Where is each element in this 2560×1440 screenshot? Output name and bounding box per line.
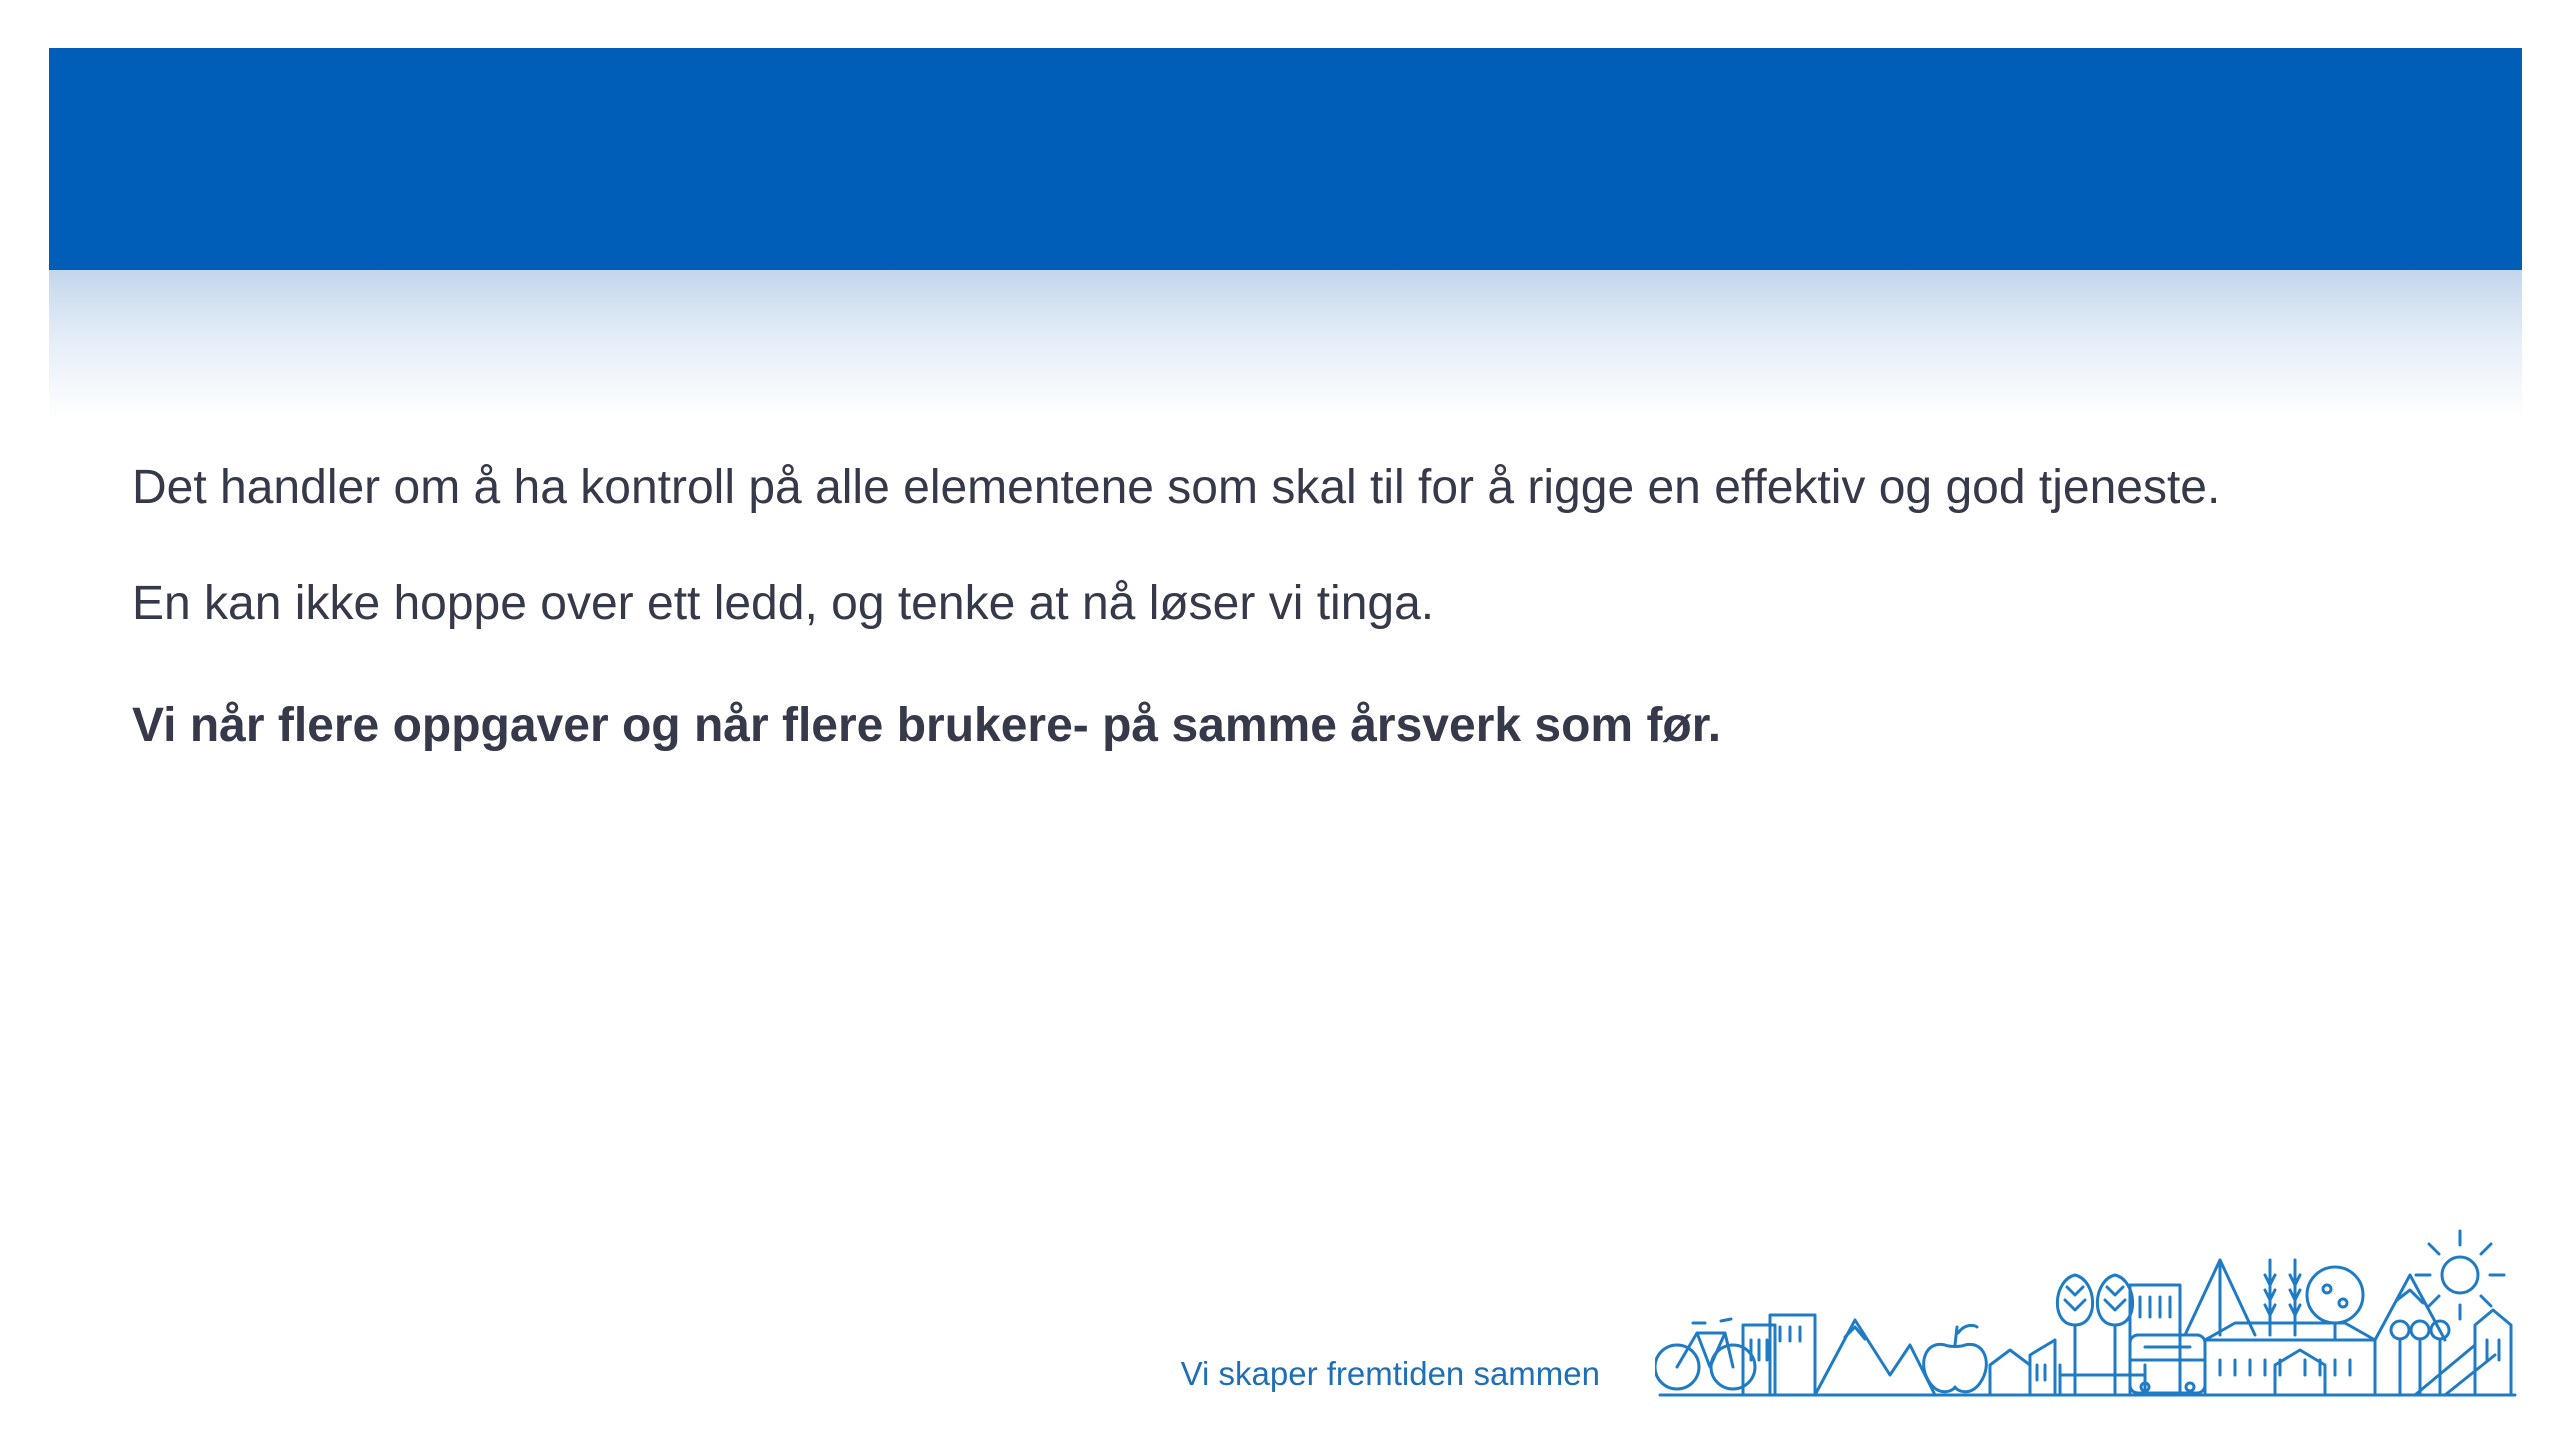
apple-icon <box>1924 1325 1987 1391</box>
sun-icon <box>2416 1231 2504 1319</box>
paragraph-2: En kan ikke hoppe over ett ledd, og tenke at nå løser vi tinga. <box>132 577 1435 630</box>
city-nature-line-illustration-icon <box>1655 1215 2520 1405</box>
bicycle-icon <box>1655 1319 1755 1389</box>
slide-body <box>132 440 2232 774</box>
footer-tagline: Vi skaper fremtiden sammen <box>1180 1355 1600 1392</box>
header-bar <box>49 48 2522 270</box>
tree-icon <box>2057 1275 2132 1395</box>
paragraph-1: Det handler om å ha kontroll på alle elementene som skal til for å rigge en effektiv og god tjeneste. <box>132 461 2221 514</box>
header-gradient <box>49 270 2522 420</box>
bus-icon <box>2130 1335 2205 1393</box>
paragraph-3-bold: Vi når flere oppgaver og når flere brukere- på samme årsverk som før. <box>132 699 1722 752</box>
